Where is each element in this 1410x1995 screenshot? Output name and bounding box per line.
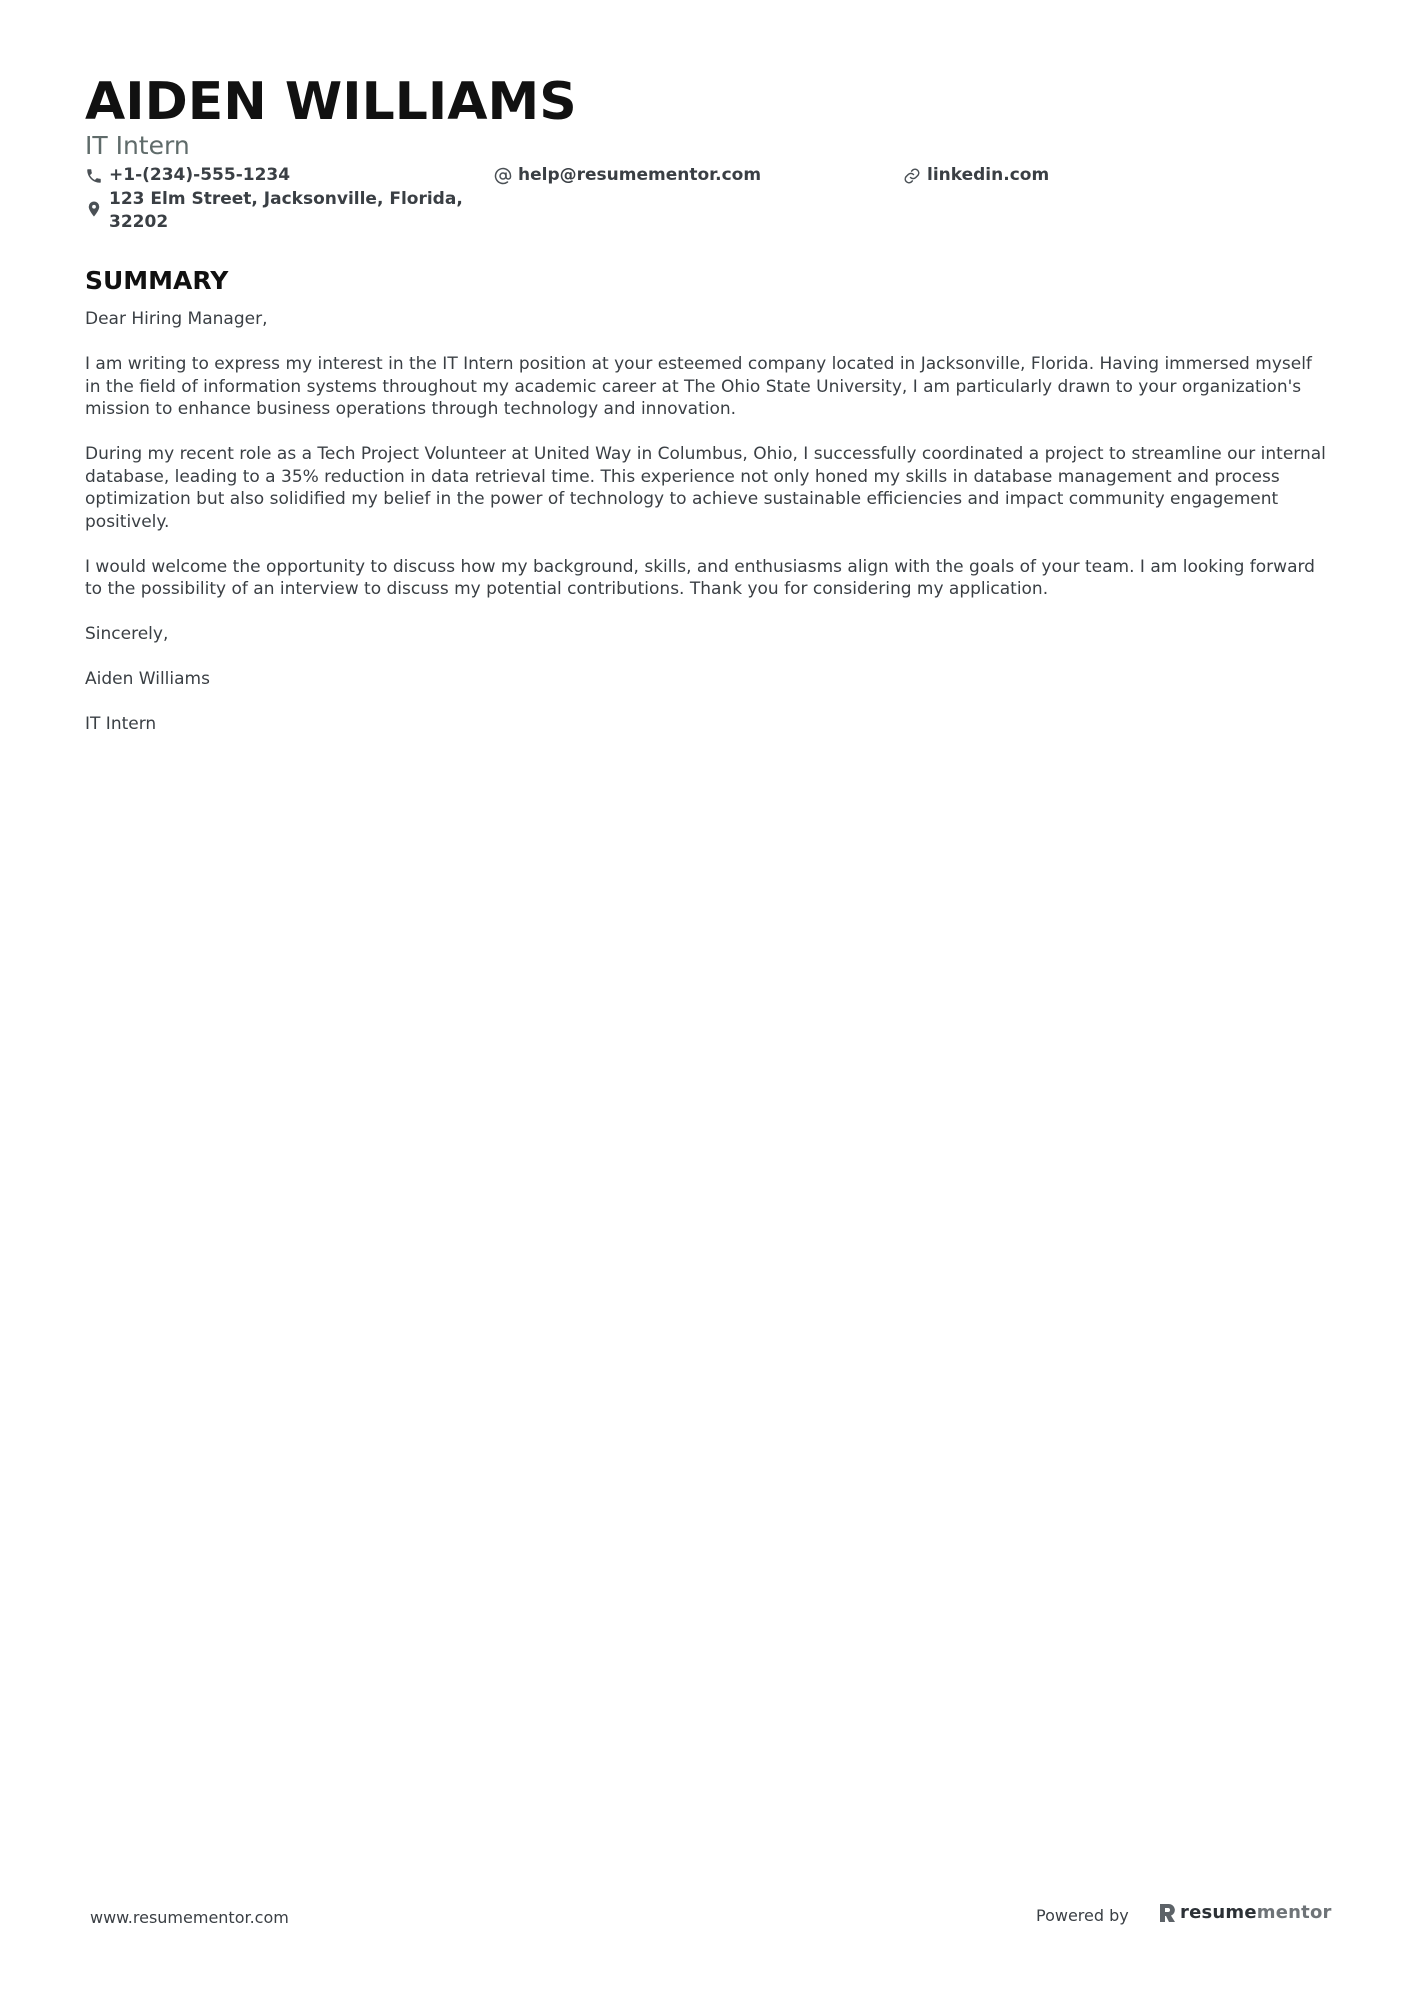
summary-heading: SUMMARY [85, 266, 229, 295]
at-icon [494, 167, 512, 185]
linkedin-text[interactable]: linkedin.com [927, 165, 1050, 185]
link-icon [903, 167, 921, 185]
resumementor-logo-icon [1158, 1903, 1176, 1923]
phone-text[interactable]: +1-(234)-555-1234 [109, 165, 291, 185]
email-text[interactable]: help@resumementor.com [518, 165, 762, 185]
signature-name: Aiden Williams [85, 669, 210, 689]
contact-linkedin [903, 164, 1303, 187]
closing: Sincerely, [85, 624, 169, 644]
powered-by-label: Powered by [1036, 1906, 1129, 1925]
location-pin-icon [85, 200, 103, 218]
contact-phone [85, 164, 485, 187]
paragraph: During my recent role as a Tech Project Volunteer at United Way in Columbus, Ohio, I successfully coordinated a project to streamline our internal database, leading to a 35% reduction in data retrieval time. This experience not only honed my skills in database management and process optimization but also solidified my belief in the power of technology to achieve sustainable efficiencies and impact community engagement positively. [85, 444, 1326, 532]
address-line-2: 32202 [109, 212, 169, 232]
address-line-1: 123 Elm Street, Jacksonville, Florida, [109, 189, 463, 209]
candidate-name: AIDEN WILLIAMS [85, 72, 577, 132]
signature-role: IT Intern [85, 714, 157, 734]
paragraph: I would welcome the opportunity to discuss how my background, skills, and enthusiasms align with the goals of your team. I am looking forward to the possibility of an interview to discuss my potential contributions. Thank you for considering my application. [85, 556, 1315, 599]
phone-icon [85, 167, 103, 185]
contact-address [85, 188, 465, 234]
salutation: Dear Hiring Manager, [85, 309, 268, 329]
candidate-role: IT Intern [85, 131, 190, 160]
paragraph: I am writing to express my interest in the IT Intern position at your esteemed company located in Jacksonville, Florida. Having immersed myself in the field of information systems throughout my academic career at The Ohio State University, I am particularly drawn to your organization's mission to enhance business operations through technology and innovation. [85, 354, 1312, 419]
brand-light: mentor [1256, 1902, 1332, 1923]
resumementor-logo[interactable] [1158, 1902, 1332, 1923]
summary-body [85, 308, 1330, 758]
footer-website-link[interactable]: www.resumementor.com [90, 1908, 289, 1927]
contact-email [494, 164, 894, 187]
brand-wordmark [1180, 1902, 1332, 1923]
brand-bold: resume [1180, 1902, 1257, 1923]
